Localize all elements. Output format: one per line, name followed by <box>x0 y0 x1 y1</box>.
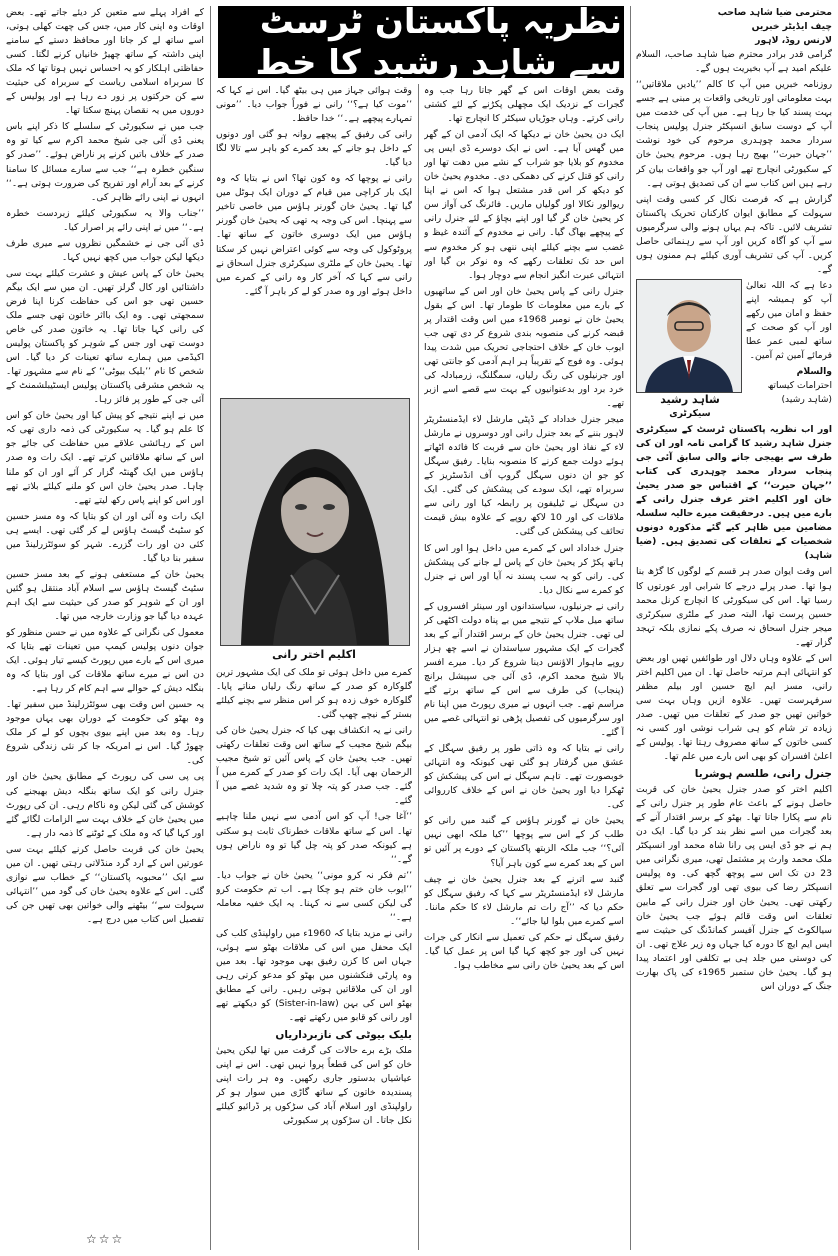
body-paragraph: رانی نے بتایا کہ وہ ذاتی طور پر رفیق سہگل کے عشق میں گرفتار ہو گئی تھی کیونکہ وہ انتہائی خوبصورت تھے۔ تاہم سہگل نے اس کی پیشکش کو ٹھکرا دیا اور یحییٰ خان نے اس کے خلاف کارروائی کی۔ <box>424 743 624 811</box>
end-mark: ☆☆☆ <box>86 1232 125 1246</box>
shahid-rasheed-photo <box>636 279 742 393</box>
body-paragraph: رانی نے مزید بتایا کہ 1960ء میں راولپنڈی کلب کی ایک محفل میں اس کی ملاقات بھٹو سے ہوئی، جہاں اس کا کزن رفیق بھی موجود تھا۔ بعد میں وہ پارٹی فنکشنوں میں بھٹو کو مدعو کرتی رہی اور ان کی ملاقاتیں ہوتی رہیں۔ رانی کے مطابق بھٹو اس کی بہن (Sister-in-law) کو دیکھتے تھے اور رانی کو قابو میں رکھتے تھے۔ <box>216 927 412 1024</box>
salutation-line: لارنس روڈ، لاہور <box>755 35 832 47</box>
body-paragraph: یحییٰ خان کے پاس عیش و عشرت کیلئے بہت سی داشتائیں اور کال گرلز تھیں۔ ان میں سے ایک بیگم حسین تھی جو اس کی حفاظت کرنا اپنا فرض سمجھتی تھی۔ وہ ایک بااثر خاتون تھی جسے ملک کی رانی کہا جاتا تھا۔ یہ خاتون صدر کی خاص دوست تھی اور جس کے شوہر کو پاکستان پولیس اکیڈمی میں ہمارے ساتھ تعینات کر دیا گیا۔ اس شخص کا نام ’’بلیک بیوٹی‘‘ کے نام سے مشہور تھا۔ یہ شخص مشرقی پاکستان پولیس ایسٹیبلشمنٹ کے آئی جی کے طور پر فائز رہا۔ <box>6 267 204 406</box>
body-paragraph: کمرے میں داخل ہوئی تو ملک کی ایک مشہور ترین گلوکارہ کو صدر کے ساتھ رنگ رلیاں مناتے پایا۔ گلوکارہ خوف زدہ ہو کر اس منظر سے بچنے کیلئے بستر کے نیچے چھپ گئی۔ <box>216 667 412 721</box>
photo-caption: اکلیم اختر رانی <box>272 648 356 661</box>
body-paragraph: گنبد سے اترنے کے بعد جنرل یحییٰ خان نے چیف مارشل لاء ایڈمنسٹریٹر سے کہا کہ رفیق سہگل کو حکم دیا کہ ’’آج رات تم مارشل لاء کا حکم ماننا۔ اسے کمرے میں بلوا لیا جائے‘‘۔ <box>424 873 624 927</box>
closing-line: احترامات کیساتھ <box>767 380 832 392</box>
body-paragraph: ملک بڑے برے حالات کی گرفت میں تھا لیکن یحییٰ خان کو اس کی قطعاً پروا نہیں تھی۔ اس نے اپنی عیاشیاں بدستور جاری رکھیں۔ وہ ہر رات اپنی پسندیدہ خاتون کے ساتھ گاڑی میں سوار ہو کر راولپنڈی اور اسلام آباد کی سڑکوں پر ڈرائیو کیلئے نکل جاتا۔ ان سڑکوں پر سکیورٹی <box>216 1045 412 1127</box>
letter-paragraph: دعا ہے کہ اللہ تعالیٰ آپ کو ہمیشہ اپنے حفظ و امان میں رکھے اور آپ کو صحت کے ساتھ لمبی عمر عطا فرمائے آمین ثم آمین۔ <box>746 279 832 362</box>
body-paragraph: وقت ہوائی جہاز میں ہی بیٹھ گیا۔ اس نے کہا کہ ’’موت کیا ہے؟‘‘ رانی نے فوراً جواب دیا۔ ’’مونی تمہارے پیچھے ہے۔‘‘ خدا حافظ۔ <box>216 85 412 125</box>
photo-caption: شاہد رشید <box>660 392 720 406</box>
body-paragraph: اور اب نظریہ پاکستان ٹرسٹ کے سیکرٹری جنرل شاہد رشید کا گرامی نامہ اور ان کی طرف سے بھیجی جانے والی سابق آئی جی پنجاب سردار محمد چوہدری کی کتاب ’’جہان حیرت‘‘ کے اقتباس جو صدر یحییٰ خان اور اکلیم اختر عرف جنرل رانی کے بارے میں ہیں۔ درحقیقت میرے حالیہ سلسلہ مضامین میں ظاہر کیے گئے مذکورہ دونوں شخصیات کے تعلقات کی تصدیق ہیں۔ (ضیا شاہد) <box>636 423 832 562</box>
column-4 <box>6 6 204 1224</box>
body-paragraph: ’’آغا جی! آپ کو اس آدمی سے نہیں ملنا چاہیے تھا۔ اس کے ساتھ ملاقات خطرناک ثابت ہو سکتی ہے کیونکہ صدر کو پتہ چل گیا تو وہ ناراض ہوں گے۔‘‘ <box>216 811 412 865</box>
column-divider <box>418 84 419 1250</box>
headline: نظریہ پاکستان ٹرسٹ سے شاہد رشید کا خط <box>218 6 624 78</box>
body-paragraph: رانی نے جرنیلوں، سیاستدانوں اور سینئر افسروں کے ساتھ میل ملاپ کے نتیجے میں بے پناہ دولت اکٹھی کر لی تھی۔ جنرل یحییٰ خان کے برسر اقتدار آنے کے بعد گجرات کے ایک مشہور سیاستدان نے اسے چھ ہزار روپے ماہوار الاؤنس دینا شروع کر دیا۔ میرے افسر بالا شیخ محمد اکرم، ڈی آئی جی سپیشل برانچ (پنجاب) کی طرف سے اس کے ساتھ برتے گئے مراسم تھے۔ جب انہوں نے میری رپورٹ میں اپنا نام اور سرگرمیوں کی تفصیل پڑھی تو انتہائی غصے میں آ گئے۔ <box>424 600 624 739</box>
letter-paragraph: گزارش ہے کہ فرصت نکال کر کسی وقت اپنی سہولت کے مطابق ایوان کارکنان تحریک پاکستان تشریف لائیں۔ تاکہ ہم یہاں ہونے والی سرگرمیوں سے آپ کو آگاہ کریں اور آپ سے رہنمائی حاصل کریں۔ آپ کی تشریف آوری کیلئے ہم ممنون ہوں گے۔ <box>636 193 832 275</box>
subheading: جنرل رانی، طلسم ہوشربا <box>694 768 832 781</box>
column-1 <box>636 6 832 1250</box>
letter-closing-block <box>746 279 832 421</box>
letter-photo-block <box>636 279 832 421</box>
closing-line: (شاہد رشید) <box>781 394 832 406</box>
column-2 <box>424 84 624 1250</box>
column-divider <box>630 6 631 1250</box>
akleem-akhtar-photo <box>220 398 410 646</box>
column-3-top <box>216 84 412 392</box>
body-paragraph: جب میں نے سکیورٹی کے سلسلے کا ذکر اپنے باس یعنی ڈی آئی جی شیخ محمد اکرم سے کیا تو وہ صدر کے خلاف باتیں کرنے پر ناراض ہوئے۔ ’’صدر کو سنگین خطرہ ہے‘‘ جب سے سارے مسائل کا سامنا کرنے کے بعد آرام اور تفریح کی ضرورت ہوتی ہے۔‘‘ انہوں نے اپنی رائے ظاہر کی۔ <box>6 121 204 203</box>
portrait-icon <box>221 399 409 645</box>
letter-paragraph: گرامی قدر برادر محترم ضیا شاہد صاحب، السلام علیکم امید ہے آپ بخیریت ہوں گے۔ <box>636 49 832 75</box>
body-paragraph: میں نے اپنے نتیجے کو پیش کیا اور یحییٰ خان کو اس کا علم ہو گیا۔ یہ سکیورٹی کی ذمہ داری تھی کہ اس کے رہائشی علاقے میں حفاظت کی جائے جو اس کے ساتھ ملاقاتیں کرتے تھے۔ ایک رات وہ صدر ہاؤس میں ایک گھنٹہ گزار کر آئے اور ان کو ملنا چاہا۔ صدر یحییٰ خان اس کو ملنے کیلئے بلاتے تھے اور اس کو اپنے پاس رکھ لیتے تھے۔ <box>6 410 204 506</box>
body-paragraph: یحییٰ خان نے گورنر ہاؤس کے گنبد میں رانی کو طلب کر کے اس سے پوچھا ’’کیا ملکہ ابھی نہیں آئی؟‘‘ جب ملکہ الزبتھ پاکستان کے دورے پر آئیں تو اس کے بعد کمرے سے کون باہر آیا؟ <box>424 815 624 869</box>
body-paragraph: اکلیم اختر کو صدر جنرل یحییٰ خان کی قربت حاصل ہونے کے باعث عام طور پر جنرل رانی کے نام سے پکارا جاتا تھا۔ بھٹو کے برسر اقتدار آنے کے بعد گجرات میں اسے نظر بند کر دیا گیا۔ ایک دن ہم نے جو ڈی ایس پی رانا شاہ محمد اور انسپکٹر ملک محمد وارث پر مشتمل تھی، میری نگرانی میں 23 دن تک اس سے پوچھ گچھ کی۔ وہ پولیس انسپکٹر رضا کی بیوی تھی اور گجرات سے تعلق رکھتی تھی۔ یحییٰ خان اور جنرل رانی کے مابین تعلقات اس وقت قائم ہوئے جب یحییٰ خان سیالکوٹ کے جنرل آفیسر کمانڈنگ کی حیثیت سے ایس ایم ایچ کا دورہ کیا جہاں وہ زیر علاج تھی۔ ان کی دوستی میں جلد ہی بے تکلفی اور اعتماد پیدا ہو گیا۔ یحییٰ خان ستمبر 1965ء کی پاک بھارت جنگ کے دوران اس <box>636 784 832 992</box>
portrait-icon <box>637 280 741 392</box>
body-paragraph: اس کے علاوہ وہاں دلال اور طوائفیں تھیں اور بعض کو انتہائی اہم مرتبہ حاصل تھا۔ ان میں اکلیم اختر رانی، مسز ایم ایچ حسین اور بیلم مظفر سرفہرست تھیں۔ علاوہ ازیں وہاں بہت سی خواتین تھیں جو صدر کے تعلقات میں تھیں۔ صدر زیادہ تر شام کو ہی شراب نوشی اور کسی نہ کسی خاتون کے ساتھ مصروف رہتا تھا۔ پولیس کے اعلیٰ افسران کو بھی اس بارے میں علم تھا۔ <box>636 652 832 763</box>
body-paragraph: ’’جناب والا یہ سکیورٹی کیلئے زبردست خطرہ ہے۔‘‘ میں نے اپنی رائے پر اصرار کیا۔ <box>6 207 204 233</box>
closing-line: والسلام <box>796 366 832 378</box>
body-paragraph: رانی کی رفیق کے پیچھے روانہ ہو گئی اور دونوں کے داخل ہو جانے کے بعد کمرے کو باہر سے تالا لگا دیا گیا۔ <box>216 129 412 169</box>
body-paragraph: میجر جنرل خداداد کے ڈپٹی مارشل لاء ایڈمنسٹریٹر لاہور بننے کے بعد جنرل رانی اور دوسروں نے مارشل لاء کے نفاذ اور یحییٰ خان سے قربت کا فائدہ اٹھاتے ہوئے دولت جمع کرنے کا منصوبہ بنایا۔ رفیق سہگل کو جو ان دنوں سہگل گروپ آف انڈسٹریز کے سربراہ تھے، ایک سودے کی پیشکش کی گئی۔ ایک دن سہگل نے ٹیلیفون پر رابطہ کیا اور رانی سے ملاقات کی اور 10 لاکھ روپے کے علاوہ بیش قیمت تحائف کی پیشکش کی گئی۔ <box>424 414 624 538</box>
closing-title: سیکرٹری <box>669 407 711 419</box>
body-paragraph: ’’تم فکر نہ کرو مونی‘‘ یحییٰ خان نے جواب دیا۔ ’’ایوب خان ختم ہو چکا ہے۔ اب تم حکومت کرو گی لیکن کسی سے نہ کہنا۔ یہ ایک خفیہ معاملہ ہے۔‘‘ <box>216 869 412 923</box>
salutation-line: محترمی ضیا شاہد صاحب <box>717 7 832 18</box>
body-paragraph: یحییٰ خان کی قربت حاصل کرنے کیلئے بہت سی عورتیں اس کے ارد گرد منڈلاتی رہتی تھیں۔ ان میں سے ایک ’’محبوبہ پاکستان‘‘ کے خطاب سے نوازی گئی۔ اس کے علاوہ یحییٰ خان کی گود میں ’’انتہائی سہولت سے‘‘ بیٹھنے والی خواتین بھی تھیں جن کی تفصیل اس کتاب میں درج ہے۔ <box>6 843 204 925</box>
body-paragraph: یحییٰ خان کے مستعفی ہونے کے بعد مسز حسین سٹیٹ گیسٹ ہاؤس سے اسلام آباد منتقل ہو گئیں اور ان کے شوہر کو صدر کی حیثیت سے ایک اہم عہدہ دیا گیا جو وزارت خارجہ میں تھا۔ <box>6 568 204 622</box>
body-paragraph: اس وقت ایوان صدر ہر قسم کے لوگوں کا گڑھ بنا ہوا تھا۔ صدر پرلے درجے کا شرابی اور عورتوں کا رسیا تھا۔ اس کی سیکورٹی کا انچارج کرنل محمد حسین پرست تھا، البتہ صدر کے ملٹری سیکرٹری میجر جنرل اسحاق نہ صرف پکے نمازی بلکہ تہجد گزار تھے۔ <box>636 566 832 648</box>
body-paragraph: پی پی سی کی رپورٹ کے مطابق یحییٰ خان اور جنرل رانی کو ایک ساتھ بنگلہ دیش بھیجنے کی کوشش کی گئی لیکن وہ ناکام رہی۔ ان کی رپورٹ میں یحییٰ خان کے خلاف بہت سے الزامات لگائے گئے اور کہا گیا کہ وہ ملک کے ٹوٹنے کا ذمہ دار ہے۔ <box>6 771 204 839</box>
body-paragraph: ایک دن یحییٰ خان نے دیکھا کہ ایک آدمی ان کے گھر میں گھس آیا ہے۔ اس نے ایک دوسرے ڈی ایس پی مخدوم کو بلایا جو شراب کے نشے میں دھت تھا اور رانی کو قتل کرنے کی دھمکی دی۔ مخدوم یحییٰ خان کو دیکھ کر اس قدر مشتعل ہوا کہ اس نے اپنا ریوالور نکالا اور گولیاں ماریں۔ فائرنگ کی آواز سن کر یحییٰ خان گر گیا اور اپنے بچاؤ کے لئے جنرل رانی کے پیچھے بھاگ گیا۔ رانی نے مخدوم کے آئندہ غیظ و غضب سے بچنے کیلئے اپنی ننھی ہو کر مخدوم سے اس حد تک تعلقات رکھے کہ وہ نوکر بن گیا اور انتہائی عبرت انگیز انجام سے دوچار ہوا۔ <box>424 129 624 281</box>
body-paragraph: معمول کی نگرانی کے علاوہ میں نے حسن منظور کو جوان دنوں پولیس کیمپ میں تعینات تھے بتایا کہ میری اس کے بارے میں رپورٹ کیسے تیار ہوئی۔ ایک دن اس نے میرے ساتھ ملاقات کی اور بتایا کہ وہ بنگلہ دیش کے حوالے سے اہم کام کر رہا ہے۔ <box>6 627 204 695</box>
body-paragraph: کے افراد پہلے سے متعین کر دیئے جاتے تھے۔ بعض اوقات وہ اپنی کار میں، جس کی چھت کھلی ہوتی، اسے ساتھ لے کر جاتا اور محافظ دستے کے سامنے اپنی داشتہ کے ساتھ چھیڑ خانیاں کرنے لگتا۔ کسی حفاظتی اہلکار کو یہ احساس نہیں ہوتا تھا کہ ملک کا سربراہ اسلامی ریاست کے سربراہ کی حیثیت سے کن حرکتوں پر زور دے رہا ہے اور پولیس کے دوروں میں یہ نقصان پہنچ سکتا تھا۔ <box>6 7 204 117</box>
body-paragraph: جنرل خداداد اس کے کمرے میں داخل ہوا اور اس کا ہاتھ پکڑ کر یحییٰ خان کے پاس لے جانے کی پیشکش کی۔ رانی کو یہ سب پسند نہ آیا اور اس نے جنرل کو کمرے سے نکال دیا۔ <box>424 542 624 596</box>
body-paragraph: ایک رات وہ آئی اور ان کو بتایا کہ وہ مسز حسین کو سٹیٹ گیسٹ ہاؤس لے کر گئی تھی۔ ایسے ہی کئی دن اور رات گزرے۔ شہر کو سوئٹزرلینڈ میں سفیر بنا دیا گیا۔ <box>6 510 204 564</box>
letter-salutation <box>636 6 832 48</box>
subheading: بلیک بیوٹی کی نازبرداریاں <box>275 1029 412 1042</box>
letter-paragraph: روزنامہ خبریں میں آپ کا کالم ’’یادیں ملاقاتیں‘‘ بہت معلوماتی اور تاریخی واقعات پر مبنی ہے جسے بہت پسند کیا جا رہا ہے۔ میں آپ کی خدمت میں آپ کے دوست سابق انسپکٹر جنرل پولیس پنجاب سردار محمد چوہدری مرحوم کی خود نوشت ’’جہان حیرت‘‘ بھیج رہا ہوں۔ مرحوم یحییٰ خان کے سکیورٹی انچارج تھے اور آپ جو واقعات بیان کر رہے ہیں اس کتاب سے ان کی تصدیق ہوتی ہے۔ <box>636 79 832 189</box>
body-paragraph: رفیق سہگل نے حکم کی تعمیل سے انکار کی جرات نہیں کی اور جو کچھ کہا گیا اس پر عمل کیا گیا۔ اس کے بعد یحییٰ خان رانی سے مخاطب ہوا۔ <box>424 931 624 971</box>
body-paragraph: رانی نے یہ انکشاف بھی کیا کہ جنرل یحییٰ خان کی بیگم شیخ مجیب کے ساتھ اس وقت تعلقات رکھتی تھیں۔ جب یحییٰ خان کے پاس آئیں تو شیخ مجیب الرحمان بھی آیا۔ ایک رات کو صدر کے کمرے میں آ گئے۔ جب صدر کو پتہ چلا تو وہ شدید غصے میں آ گئے۔ <box>216 725 412 807</box>
body-paragraph: یہ حسین اس وقت بھی سوئٹزرلینڈ میں سفیر تھا۔ وہ بھٹو کی حکومت کے دوران بھی یہاں موجود رہا۔ وہ بعد میں اپنے بیوی بچوں کو لے کر ملک چھوڑ گیا۔ اس نے امریکہ جا کر نئی زندگی شروع کی۔ <box>6 699 204 767</box>
column-divider <box>210 6 211 1250</box>
body-paragraph: جنرل رانی کے پاس یحییٰ خان اور اس کے ساتھیوں کے بارے میں معلومات کا طومار تھا۔ اس کے بقول یحییٰ خان نے نومبر 1968ء میں اس وقت اقتدار پر قبضہ کرنے کی منصوبہ بندی شروع کر دی تھی جب ایوب خان کے خلاف احتجاجی تحریک میں شدت پیدا ہوئی۔ وہ فوج کے تقریباً ہر اہم آدمی کو جانتی تھی اور جرنیلوں کی رنگ رلیاں، سمگلنگ، زرمبادلہ کی خرد برد اور بدعنوانیوں کے بہت سے قصے اسے ازبر تھے۔ <box>424 285 624 410</box>
column-3-bottom <box>216 666 412 1250</box>
salutation-line: چیف ایڈیٹر خبریں <box>751 21 832 33</box>
body-paragraph: وقت بعض اوقات اس کے گھر جاتا رہا جب وہ گجرات کے نزدیک ایک مچھلی پکڑنے کے لئے کشتی رانی کرتے۔ وہاں جوڑیاں سیکٹر کا انچارج تھا۔ <box>424 85 624 125</box>
body-paragraph: ڈی آئی جی نے خشمگیں نظروں سے میری طرف دیکھا لیکن جواب میں کچھ نہیں کہا۔ <box>6 237 204 263</box>
body-paragraph: رانی نے پوچھا کہ وہ کون تھا؟ اس نے بتایا کہ وہ ایک بار کراچی میں قیام کے دوران ایک ہوٹل میں گیا تھا۔ یحییٰ خان گورنر ہاؤس میں خاصی تاخیر سے پہنچا۔ اس کی وجہ یہ تھی کہ یحییٰ خان گورنر ہاؤس میں ایک دوسری خاتون کے ساتھ تھا۔ پروٹوکول کی وجہ سے کوئی اعتراض نہیں کر سکتا تھا۔ یحییٰ خان کے ملٹری سیکرٹری جنرل اسحاق نے رانی سے کہا کہ آخر کار وہ رانی کے کمرے میں داخل ہوئے اور وہ صدر کو لے کر باہر آ گئے۔ <box>216 173 412 297</box>
